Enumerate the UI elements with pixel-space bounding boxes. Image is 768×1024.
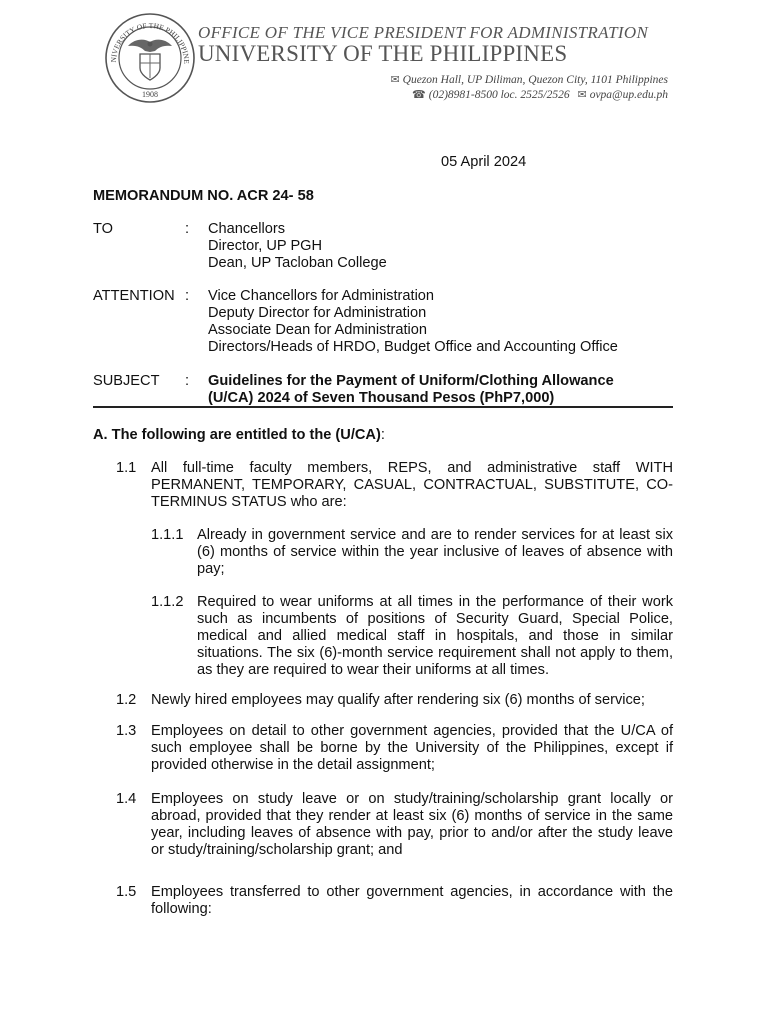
section-a-colon: :: [380, 427, 385, 443]
phone-text: (02)8981-8500 loc. 2525/2526: [428, 89, 570, 101]
item-text: Already in government service and are to render services for at least six (6) months of service within the year inclusive of leaves of absence with pay;: [197, 527, 673, 577]
subject-label: SUBJECT: [93, 373, 160, 389]
to-recipient: Chancellors: [208, 221, 286, 237]
to-list: [208, 221, 387, 272]
phone-icon: ☎: [412, 89, 426, 101]
item-text: Newly hired employees may qualify after rendering six (6) months of service;: [151, 692, 645, 708]
item-text: Required to wear uniforms at all times in the performance of their work such as incumbents of positions of Security Guard, Special Police, medical and allied medical staff in hospitals, and those in similar situations. The six (6)-month service requirement shall not apply to them, as they are required to wear their uniforms at all times.: [197, 594, 673, 678]
to-label: TO: [93, 221, 114, 237]
address-line: [390, 73, 668, 86]
university-seal: [104, 12, 196, 104]
item-number: 1.1: [116, 460, 137, 476]
email-link[interactable]: ovpa@up.edu.ph: [589, 89, 668, 101]
attention-label: ATTENTION: [93, 288, 175, 304]
item-text: Employees transferred to other government agencies, in accordance with the following:: [151, 884, 673, 917]
item-number: 1.1.1: [151, 527, 184, 543]
contact-line: [412, 88, 668, 101]
memo-date: 05 April 2024: [441, 154, 527, 170]
seal-icon: [104, 12, 196, 104]
university-name: UNIVERSITY OF THE PHILIPPINES: [198, 41, 568, 66]
item-number: 1.5: [116, 884, 137, 900]
attention-list: [208, 288, 618, 356]
subject-line: (U/CA) 2024 of Seven Thousand Pesos (PhP7,000): [208, 390, 555, 406]
address-text: Quezon Hall, UP Diliman, Quezon City, 1101 Philippines: [402, 74, 668, 86]
subject-text: [208, 373, 614, 407]
item-number: 1.1.2: [151, 594, 184, 610]
item-number: 1.2: [116, 692, 137, 708]
attention-recipient: Directors/Heads of HRDO, Budget Office and Accounting Office: [208, 339, 618, 355]
envelope-icon: ✉: [390, 74, 400, 86]
seal-ring-text: NIVERSITY OF THE PHILIPPINE: [108, 20, 192, 64]
item-text: Employees on study leave or on study/training/scholarship grant locally or abroad, provided that they render at least six (6) months of service in the same year, including leaves of absence with pay, prior to and/or after the study leave or study/training/scholarship grant; and: [151, 791, 673, 858]
seal-year: 1908: [142, 90, 158, 99]
subject-colon: :: [185, 373, 190, 389]
subject-divider: [93, 406, 673, 408]
to-colon: :: [185, 221, 190, 237]
email-icon: ✉: [577, 89, 587, 101]
to-recipient: Director, UP PGH: [208, 238, 323, 254]
subject-line: Guidelines for the Payment of Uniform/Clothing Allowance: [208, 373, 614, 389]
item-number: 1.3: [116, 723, 137, 739]
section-a-heading: [93, 427, 385, 444]
attention-recipient: Vice Chancellors for Administration: [208, 288, 435, 304]
office-name: OFFICE OF THE VICE PRESIDENT FOR ADMINISTRATION: [198, 23, 649, 42]
item-text: Employees on detail to other government agencies, provided that the U/CA of such employee shall be borne by the University of the Philippines, except if provided otherwise in the detail assignment;: [151, 723, 673, 773]
attention-recipient: Deputy Director for Administration: [208, 305, 427, 321]
item-text: All full-time faculty members, REPS, and administrative staff WITH PERMANENT, TEMPORARY, CASUAL, CONTRACTUAL, SUBSTITUTE, CO-TERMINUS STATUS who are:: [151, 460, 673, 510]
item-number: 1.4: [116, 791, 137, 807]
attention-colon: :: [185, 288, 190, 304]
memo-number: MEMORANDUM NO. ACR 24- 58: [93, 188, 314, 204]
attention-recipient: Associate Dean for Administration: [208, 322, 428, 338]
section-a-title: A. The following are entitled to the (U/CA): [93, 427, 381, 443]
to-recipient: Dean, UP Tacloban College: [208, 255, 387, 271]
